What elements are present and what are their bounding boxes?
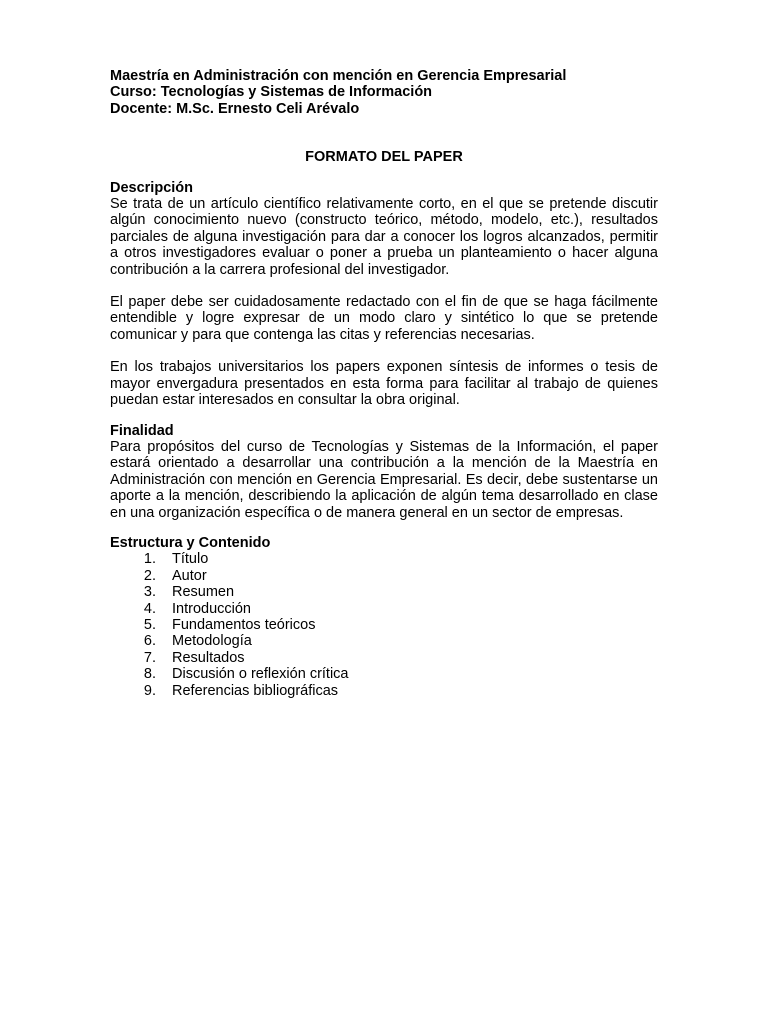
section-estructura — [110, 535, 658, 699]
section-descripcion — [110, 180, 658, 409]
list-item-text: Metodología — [172, 633, 252, 650]
document-title: FORMATO DEL PAPER — [305, 149, 463, 166]
list-item-number: 1. — [143, 551, 156, 568]
list-item — [110, 633, 658, 649]
list-item-number: 8. — [143, 666, 156, 683]
section-finalidad — [110, 423, 658, 521]
list-item-text: Fundamentos teóricos — [172, 616, 316, 633]
list-item-number: 6. — [143, 633, 156, 650]
list-item — [110, 568, 658, 584]
list-item-number: 7. — [143, 649, 156, 666]
section-heading-finalidad: Finalidad — [110, 422, 174, 439]
list-item-text: Autor — [172, 567, 207, 584]
paragraph-descripcion-3: En los trabajos universitarios los papers exponen síntesis de informes o tesis de mayor envergadura presentados en esta forma para facilitar al trabajo de quienes puedan estar interesados en consultar la obra original. — [110, 359, 658, 409]
list-item-number: 2. — [143, 567, 156, 584]
list-item-text: Referencias bibliográficas — [172, 682, 339, 699]
list-item-number: 9. — [143, 682, 156, 699]
header-course: Curso: Tecnologías y Sistemas de Información — [110, 84, 433, 101]
list-item — [110, 683, 658, 699]
list-item-number: 3. — [143, 584, 156, 601]
list-item — [110, 617, 658, 633]
document-page — [110, 68, 658, 699]
section-heading-estructura: Estructura y Contenido — [110, 534, 271, 551]
paragraph-descripcion-1: Se trata de un artículo científico relativamente corto, en el que se pretende discutir algún conocimiento nuevo (constructo teórico, método, modelo, etc.), resultados parciales de alguna investigación para dar a conocer los logros alcanzados, permitir a otros investigadores evaluar o poner a prueba un planteamiento o hacer alguna contribución a la carrera profesional del investigador. — [110, 196, 658, 278]
structure-list — [110, 551, 658, 699]
header-program: Maestría en Administración con mención en Gerencia Empresarial — [110, 68, 567, 84]
document-header — [110, 68, 658, 117]
list-item — [110, 584, 658, 600]
list-item-text: Título — [172, 551, 209, 568]
header-instructor: Docente: M.Sc. Ernesto Celi Arévalo — [110, 100, 360, 117]
paragraph-descripcion-2: El paper debe ser cuidadosamente redactado con el fin de que se haga fácilmente entendible y logre expresar de un modo claro y sintético lo que se pretende comunicar y para que contenga las citas y referencias necesarias. — [110, 294, 658, 343]
paragraph-finalidad: Para propósitos del curso de Tecnologías y Sistemas de la Información, el paper estará orientado a desarrollar una contribución a la mención de la Maestría en Administración con mención en Gerencia Empresarial. Es decir, debe sustentarse un aporte a la mención, describiendo la aplicación de algún tema desarrollado en clase en una organización específica o de manera general en un sector de empresas. — [110, 438, 658, 521]
list-item-number: 4. — [143, 600, 156, 617]
list-item-text: Resultados — [172, 649, 245, 666]
list-item-text: Discusión o reflexión crítica — [172, 666, 349, 683]
list-item — [110, 601, 658, 617]
list-item — [110, 666, 658, 682]
list-item-text: Introducción — [172, 600, 251, 617]
section-heading-descripcion: Descripción — [110, 179, 193, 196]
list-item — [110, 551, 658, 567]
list-item-text: Resumen — [172, 584, 235, 601]
list-item-number: 5. — [143, 616, 156, 633]
list-item — [110, 650, 658, 666]
